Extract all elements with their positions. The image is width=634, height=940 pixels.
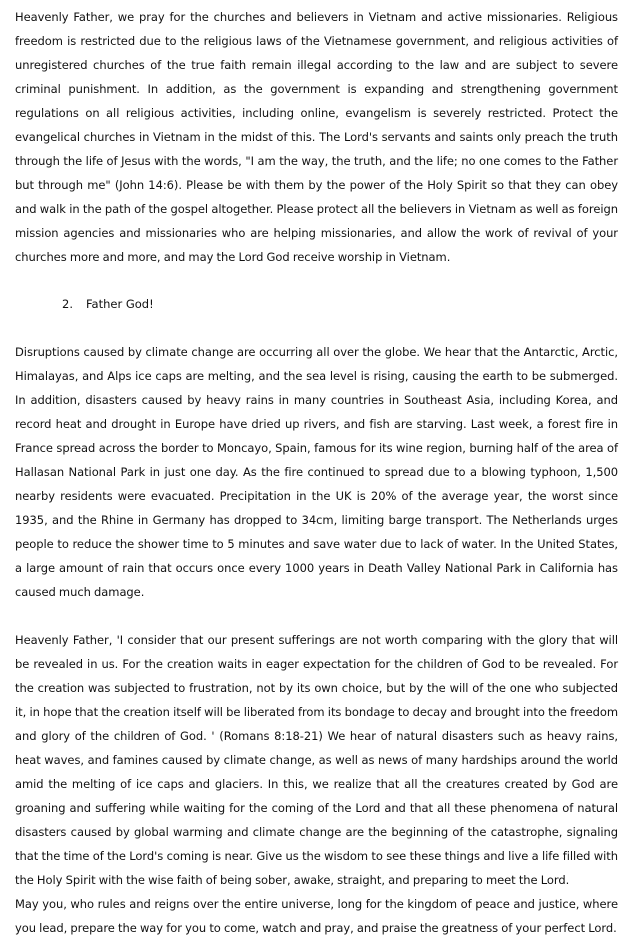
list-item-number: 2. [62,297,73,311]
paragraph-romans-prayer: Heavenly Father, 'I consider that our present sufferings are not worth comparing with the glory that will be revealed in us. For the creation waits in eager expectation for the children of God to be revealed. For the creation was subjected to frustration, not by its own choice, but by the will of the one who subjected it, in hope that the creation itself will be liberated from its bondage to decay and brought into the freedom and glory of the children of God. ' (Romans 8:18-21) We hear of natural disasters such as heavy rains, heat waves, and famines caused by climate change, as well as news of many hardships around the world amid the melting of ice caps and glaciers. In this, we realize that all the creatures created by God are groaning and suffering while waiting for the coming of the Lord and that all these phenomena of natural disasters caused by global warming and climate change are the beginning of the catastrophe, signaling that the time of the Lord's coming is near. Give us the wisdom to see these things and live a life filled with the Holy Spirit with the wise faith of being sober, awake, straight, and preparing to meet the Lord. [15,633,618,887]
paragraph-vietnam-prayer: Heavenly Father, we pray for the churches and believers in Vietnam and active missionaries. Religious freedom is restricted due to the religious laws of the Vietnamese government, and religious activities of unregistered churches of the true faith remain illegal according to the law and are subject to severe criminal punishment. In addition, as the government is expanding and strengthening government regulations on all religious activities, including online, evangelism is severely restricted. Protect the evangelical churches in Vietnam in the midst of this. The Lord's servants and saints only preach the truth through the life of Jesus with the words, "I am the way, the truth, and the life; no one comes to the Father but through me" (John 14:6). Please be with them by the power of the Holy Spirit so that they can obey and walk in the path of the gospel altogether. Please protect all the believers in Vietnam as well as foreign mission agencies and missionaries who are helping missionaries, and allow the work of revival of your churches more and more, and may the Lord God receive worship in Vietnam. [15,10,618,264]
paragraph-climate-change: Disruptions caused by climate change are occurring all over the globe. We hear that the Antarctic, Arctic, Himalayas, and Alps ice caps are melting, and the sea level is rising, causing the earth to be submerged. In addition, disasters caused by heavy rains in many countries in Southeast Asia, including Korea, and record heat and drought in Europe have dried up rivers, and fish are starving. Last week, a forest fire in France spread across the border to Moncayo, Spain, famous for its wine region, burning half of the area of Hallasan National Park in just one day. As the fire continued to spread due to a blowing typhoon, 1,500 nearby residents were evacuated. Precipitation in the UK is 20% of the average year, the worst since 1935, and the Rhine in Germany has dropped to 34cm, limiting barge transport. The Netherlands urges people to reduce the shower time to 5 minutes and save water due to lack of water. In the United States, a large amount of rain that occurs once every 1000 years in Death Valley National Park in California has caused much damage. [15,345,618,599]
paragraph-closing-prayer: May you, who rules and reigns over the entire universe, long for the kingdom of peace and justice, where you lead, prepare the way for you to come, watch and pray, and praise the greatness of your perfect Lord. [15,897,618,935]
list-item-text: Father God! [86,297,154,311]
numbered-list-item [15,292,618,316]
